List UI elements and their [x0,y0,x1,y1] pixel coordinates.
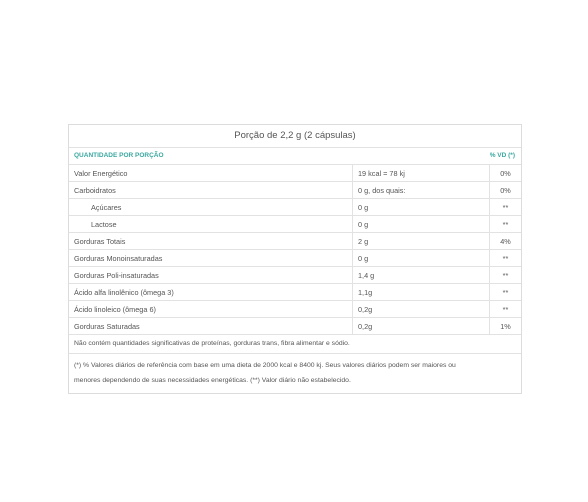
serving-title: Porção de 2,2 g (2 cápsulas) [69,125,521,148]
nutrient-name: Gorduras Poli-insaturadas [69,267,353,284]
nutrient-name: Ácido linoleico (ômega 6) [69,301,353,318]
table-row [69,301,521,318]
quantity-per-serving-label: QUANTIDADE POR PORÇÃO [74,152,164,159]
daily-value-label: % VD (*) [489,152,515,159]
table-row [69,233,521,250]
nutrient-name: Gorduras Saturadas [69,318,353,335]
nutrient-daily-value: ** [490,250,522,267]
nutrient-daily-value: ** [490,284,522,301]
nutrient-name: Gorduras Monoinsaturadas [69,250,353,267]
nutrient-daily-value: ** [490,301,522,318]
nutrient-amount: 19 kcal = 78 kj [353,165,490,182]
nutrient-name: Valor Energético [69,165,353,182]
nutrient-daily-value: ** [490,267,522,284]
footnote-line-2: menores dependendo de suas necessidades energéticas. (**) Valor diário não estabelecido. [74,377,351,384]
nutrient-daily-value: ** [490,199,522,216]
table-row [69,250,521,267]
table-row [69,267,521,284]
nutrient-name: Açúcares [69,199,353,216]
table-row [69,318,521,335]
nutrient-name: Carboidratos [69,182,353,199]
nutrient-amount: 0 g [353,216,490,233]
nutrient-name: Gorduras Totais [69,233,353,250]
nutrient-amount: 0,2g [353,301,490,318]
footnote-line-1: (*) % Valores diários de referência com base em uma dieta de 2000 kcal e 8400 kj. Seus valores diários podem ser maiores ou [74,362,456,369]
nutrient-amount: 1,4 g [353,267,490,284]
nutrient-amount: 2 g [353,233,490,250]
nutrient-daily-value: ** [490,216,522,233]
nutrient-amount: 0,2g [353,318,490,335]
nutrient-amount: 0 g [353,199,490,216]
table-row [69,165,521,182]
nutrient-daily-value: 0% [490,182,522,199]
table-row [69,182,521,199]
nutrient-name: Ácido alfa linolênico (ômega 3) [69,284,353,301]
table-header [69,148,521,165]
nutrient-amount: 0 g [353,250,490,267]
nutrient-name: Lactose [69,216,353,233]
table-row [69,216,521,233]
table-row [69,199,521,216]
not-significant-note: Não contém quantidades significativas de proteínas, gorduras trans, fibra alimentar e sódio. [69,335,521,354]
table-row [69,284,521,301]
nutrient-daily-value: 0% [490,165,522,182]
nutrient-daily-value: 4% [490,233,522,250]
nutrient-amount: 0 g, dos quais: [353,182,490,199]
nutrient-amount: 1,1g [353,284,490,301]
footnote [69,354,521,393]
nutrition-table [69,165,521,335]
nutrient-daily-value: 1% [490,318,522,335]
nutrition-facts-panel [68,124,522,394]
